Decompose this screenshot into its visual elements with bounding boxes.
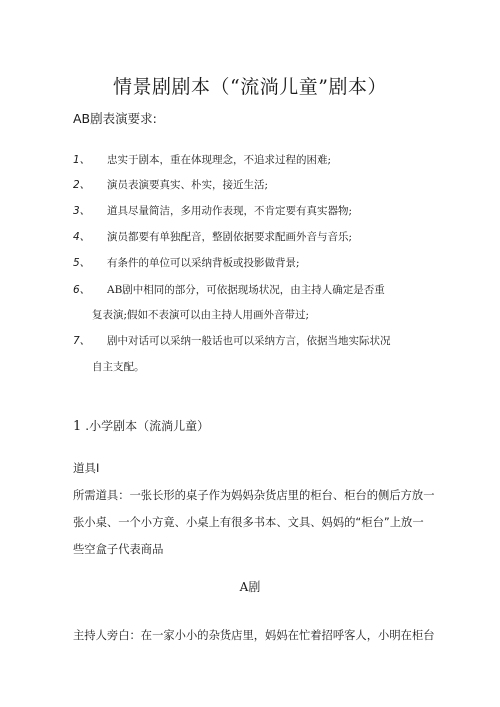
requirement-text: 有条件的单位可以采纳背板或投影做背景; — [107, 257, 300, 269]
requirement-item — [73, 152, 331, 167]
props-line: 张小桌、一个小方竟、小桌上有很多书本、文具、妈妈的“柜台”上放一 — [73, 516, 424, 529]
requirement-text: 忠实于剧本，重在体现理念，不追求过程的困难; — [107, 154, 332, 166]
requirement-item — [73, 333, 391, 348]
section-number: 1 — [73, 419, 82, 434]
requirement-number: 3、 — [73, 205, 91, 217]
props-heading: 道具I — [73, 461, 100, 475]
requirement-item — [73, 177, 268, 192]
requirement-text: 演员都要有单独配音，整剧依据要求配画外音与音乐; — [107, 231, 353, 243]
requirement-number: 1、 — [73, 154, 91, 166]
requirement-item — [73, 282, 385, 297]
act-heading: A剧 — [239, 580, 261, 594]
requirement-continuation: 复表演;假如不表演可以由主持人用画外音带过; — [92, 309, 310, 321]
requirement-text: AB剧中相同的部分，可依据现场状况，由主持人确定是否重 — [107, 284, 385, 296]
requirement-text: 演员表演要真实、朴实，接近生活; — [107, 179, 269, 191]
requirement-number: 5、 — [73, 257, 91, 269]
props-line: 所需道具：一张长形的桌子作为妈妈杂货店里的柜台、柜台的侧后方放一 — [73, 489, 435, 502]
narration-line: 主持人旁白：在一家小小的杂货店里，妈妈在忙着招呼客人，小明在柜台 — [73, 629, 435, 642]
requirement-number: 4、 — [73, 231, 91, 243]
props-line: 些空盒子代表商品 — [73, 543, 164, 556]
requirements-heading: AB剧表演要求: — [73, 111, 157, 126]
section-heading — [73, 417, 209, 434]
requirement-text: 剧中对话可以采纳一般话也可以采纳方言，依据当地实际状况 — [107, 335, 391, 347]
document-title: 情景剧剧本（“流淌儿童”剧本） — [113, 76, 387, 98]
requirement-number: 7、 — [73, 335, 91, 347]
requirement-text: 道具尽量简洁，多用动作表现，不肯定要有真实器物; — [107, 205, 353, 217]
requirement-item — [73, 203, 352, 218]
section-label: .小学剧本（流淌儿童） — [85, 419, 210, 433]
requirement-continuation: 自主支配。 — [92, 361, 145, 373]
requirement-item — [73, 255, 300, 270]
requirement-number: 2、 — [73, 179, 91, 191]
requirement-item — [73, 229, 352, 244]
requirement-number: 6、 — [73, 284, 91, 296]
